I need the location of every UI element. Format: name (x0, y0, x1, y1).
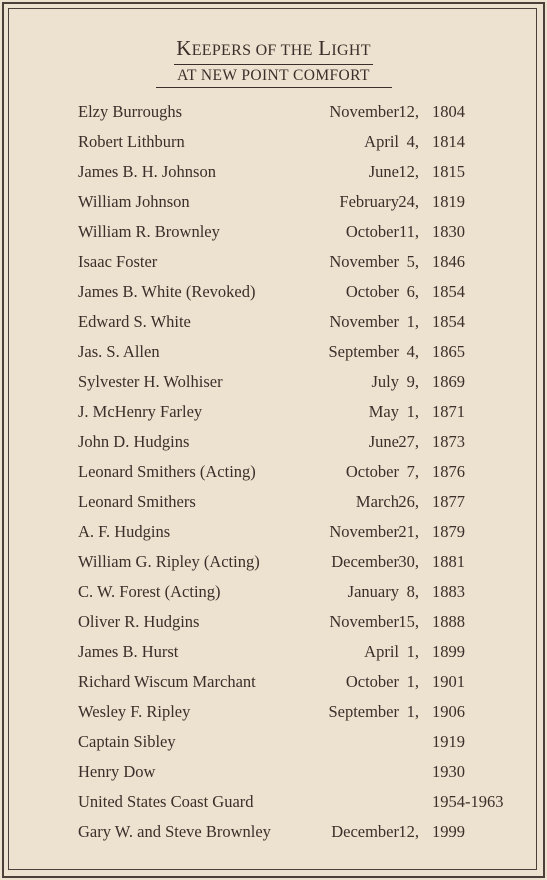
keeper-year: 1815 (432, 162, 465, 181)
keeper-month: December (331, 822, 399, 841)
keeper-day: 1, (406, 402, 419, 421)
keeper-year: 1854 (432, 282, 465, 301)
keeper-year: 1876 (432, 462, 465, 481)
keeper-name: William R. Brownley (78, 222, 220, 241)
keeper-day: 1, (406, 642, 419, 661)
keeper-month: March (355, 492, 399, 511)
keeper-month: October (345, 672, 399, 691)
keeper-year: 1873 (432, 432, 465, 451)
keeper-row (0, 187, 547, 217)
keeper-name: James B. Hurst (78, 642, 179, 661)
keeper-year: 1901 (432, 672, 465, 691)
keeper-month: November (329, 312, 399, 331)
keeper-year: 1881 (432, 552, 465, 571)
keeper-year: 1999 (432, 822, 465, 841)
keeper-day: 30, (398, 552, 419, 571)
keeper-name: Henry Dow (78, 762, 156, 781)
keeper-row (0, 427, 547, 457)
keeper-month: September (328, 342, 399, 361)
keeper-year: 1954-1963 (432, 792, 504, 811)
title-block (0, 36, 547, 88)
keeper-day: 8, (406, 582, 419, 601)
keeper-day: 9, (406, 372, 419, 391)
keeper-day: 1, (406, 702, 419, 721)
keeper-day: 7, (406, 462, 419, 481)
keeper-month: November (329, 102, 399, 121)
keeper-row (0, 637, 547, 667)
keeper-row (0, 787, 547, 817)
keeper-row (0, 547, 547, 577)
keeper-row (0, 577, 547, 607)
keeper-row (0, 727, 547, 757)
keeper-day: 4, (406, 342, 419, 361)
keeper-row (0, 667, 547, 697)
page-title: KEEPERS OF THE LIGHT (174, 36, 373, 65)
keeper-name: William Johnson (78, 192, 190, 211)
keeper-day: 1, (406, 672, 419, 691)
keeper-row (0, 397, 547, 427)
keeper-name: Leonard Smithers (78, 492, 196, 511)
keeper-name: Richard Wiscum Marchant (78, 672, 256, 691)
keeper-year: 1871 (432, 402, 465, 421)
keeper-year: 1899 (432, 642, 465, 661)
keeper-name: J. McHenry Farley (78, 402, 203, 421)
keeper-year: 1869 (432, 372, 465, 391)
keeper-month: April (364, 642, 399, 661)
keeper-day: 26, (398, 492, 419, 511)
keeper-name: Leonard Smithers (Acting) (78, 462, 256, 481)
keeper-month: November (329, 522, 399, 541)
keeper-day: 12, (398, 822, 419, 841)
keeper-row (0, 367, 547, 397)
keeper-row (0, 247, 547, 277)
keeper-name: A. F. Hudgins (78, 522, 171, 541)
keeper-month: April (364, 132, 399, 151)
keeper-day: 5, (406, 252, 419, 271)
keeper-year: 1814 (432, 132, 465, 151)
keeper-name: Robert Lithburn (78, 132, 185, 151)
keeper-name: Captain Sibley (78, 732, 176, 751)
keeper-year: 1819 (432, 192, 465, 211)
keeper-month: May (368, 402, 399, 421)
keeper-year: 1906 (432, 702, 465, 721)
keeper-row (0, 757, 547, 787)
keeper-month: December (331, 552, 399, 571)
keeper-day: 12, (398, 162, 419, 181)
keeper-row (0, 817, 547, 847)
keeper-month: November (329, 612, 399, 631)
keeper-name: William G. Ripley (Acting) (78, 552, 260, 571)
keeper-month: September (328, 702, 399, 721)
keeper-day: 12, (398, 102, 419, 121)
keeper-month: January (347, 582, 399, 601)
keeper-name: Wesley F. Ripley (78, 702, 191, 721)
keeper-row (0, 517, 547, 547)
page-subtitle: AT NEW POINT COMFORT (177, 67, 370, 84)
keeper-month: February (339, 192, 399, 211)
keeper-row (0, 217, 547, 247)
subtitle-rule (156, 87, 392, 88)
keeper-row (0, 457, 547, 487)
keeper-month: November (329, 252, 399, 271)
keeper-day: 4, (406, 132, 419, 151)
keeper-row (0, 97, 547, 127)
keeper-year: 1830 (432, 222, 465, 241)
keeper-month: June (368, 432, 399, 451)
keeper-month: October (345, 462, 399, 481)
keeper-row (0, 697, 547, 727)
keeper-row (0, 607, 547, 637)
keeper-name: Gary W. and Steve Brownley (78, 822, 271, 841)
keeper-year: 1888 (432, 612, 465, 631)
keeper-name: C. W. Forest (Acting) (78, 582, 221, 601)
keeper-month: October (345, 222, 399, 241)
keeper-name: Elzy Burroughs (78, 102, 183, 121)
keeper-name: Jas. S. Allen (78, 342, 160, 361)
keeper-day: 24, (398, 192, 419, 211)
keeper-year: 1930 (432, 762, 465, 781)
keeper-year: 1883 (432, 582, 465, 601)
keeper-name: Isaac Foster (78, 252, 158, 271)
keeper-row (0, 127, 547, 157)
keeper-year: 1877 (432, 492, 465, 511)
keeper-year: 1919 (432, 732, 465, 751)
keeper-day: 21, (398, 522, 419, 541)
keeper-name: Sylvester H. Wolhiser (78, 372, 223, 391)
keeper-month: October (345, 282, 399, 301)
keeper-name: Edward S. White (78, 312, 191, 331)
keeper-name: Oliver R. Hudgins (78, 612, 200, 631)
keeper-name: United States Coast Guard (78, 792, 254, 811)
keeper-name: James B. H. Johnson (78, 162, 216, 181)
keeper-day: 11, (398, 222, 419, 241)
keeper-year: 1846 (432, 252, 465, 271)
keeper-day: 27, (398, 432, 419, 451)
keeper-row (0, 487, 547, 517)
keeper-row (0, 337, 547, 367)
keeper-row (0, 277, 547, 307)
keeper-row (0, 157, 547, 187)
keeper-year: 1854 (432, 312, 465, 331)
keeper-name: James B. White (Revoked) (78, 282, 256, 301)
keeper-day: 1, (406, 312, 419, 331)
keeper-month: June (368, 162, 399, 181)
keeper-year: 1804 (432, 102, 465, 121)
keeper-year: 1879 (432, 522, 465, 541)
keeper-day: 15, (398, 612, 419, 631)
keeper-day: 6, (406, 282, 419, 301)
keeper-name: John D. Hudgins (78, 432, 190, 451)
keeper-month: July (371, 372, 399, 391)
keeper-year: 1865 (432, 342, 465, 361)
keeper-row (0, 307, 547, 337)
